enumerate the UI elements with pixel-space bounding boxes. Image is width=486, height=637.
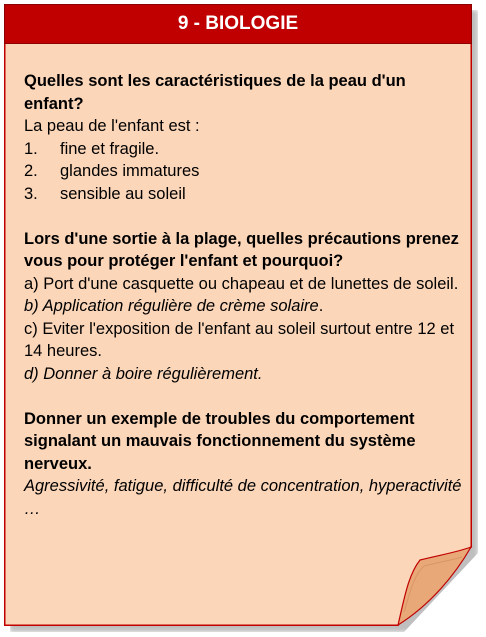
answer-2c: c) Eviter l'exposition de l'enfant au soleil surtout entre 12 et 14 heures. [24,319,455,360]
list-item [24,183,468,206]
answer-2b-period: . [318,297,324,315]
answer-1-intro: La peau de l'enfant est : [24,117,200,135]
answer-2d: d) Donner à boire régulièrement. [24,364,263,383]
page-title: 9 - BIOLOGIE [177,13,299,34]
page-title-bar [4,4,472,44]
list-item-text: fine et fragile. [60,139,160,158]
list-item-text: sensible au soleil [60,184,186,203]
answer-2b-text: b) Application régulière de crème solaire [24,297,319,315]
answer-2b [24,295,468,318]
list-item-text: glandes immatures [60,162,200,180]
content-body [24,70,468,520]
question-1: Quelles sont les caractéristiques de la peau d'un enfant? [24,72,406,113]
list-item [24,138,468,161]
answer-1-list [24,138,468,206]
question-2: Lors d'une sortie à la plage, quelles précautions prenez vous pour protéger l'enfant et pourquoi? [24,229,459,270]
list-item-number: 2. [24,162,38,180]
list-item-number: 3. [24,184,38,203]
question-3: Donner un exemple de troubles du comportement signalant un mauvais fonctionnement du système nerveux. [24,409,416,473]
list-item-number: 1. [24,139,38,158]
answer-3: Agressivité, fatigue, difficulté de concentration, hyperactivité … [24,477,462,518]
answer-2a: a) Port d'une casquette ou chapeau et de lunettes de soleil. [24,274,459,293]
list-item [24,160,468,183]
